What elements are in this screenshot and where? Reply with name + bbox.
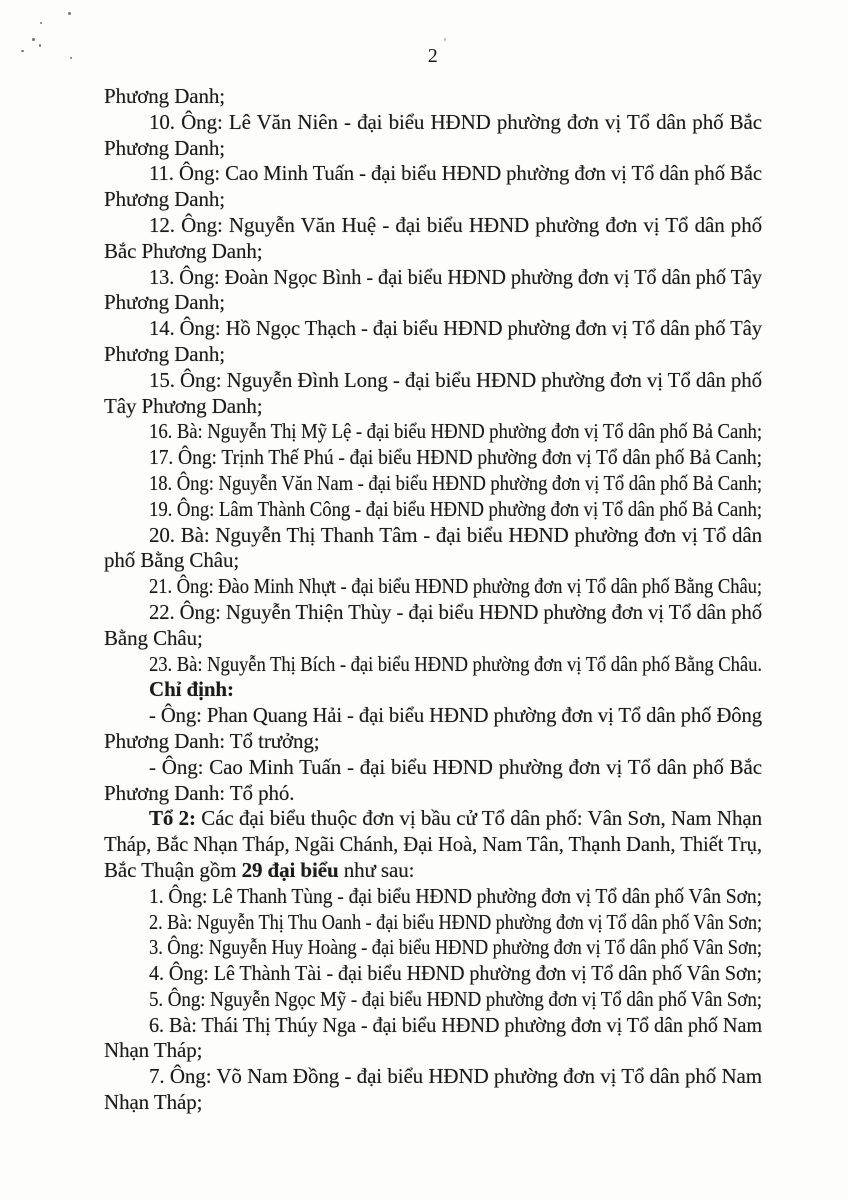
text-segment: 15. Ông: Nguyễn Đình Long - đại biểu HĐND phường đơn vị Tổ dân phố [149,367,762,392]
text-line-content [149,935,762,961]
text-line-content [149,316,762,342]
text-line-content [149,161,762,187]
text-line-content [149,652,762,678]
text-line [104,445,762,471]
text-line-content [104,84,225,110]
text-segment: như sau: [338,857,415,882]
text-line [104,394,762,420]
text-line [104,677,762,703]
text-line [104,110,762,136]
text-line [104,368,762,394]
text-segment: 16. Bà: Nguyễn Thị Mỹ Lệ - đại biểu HĐND phường đơn vị Tổ dân phố Bả Canh; [149,419,762,444]
text-segment: Tây Phương Danh; [104,393,263,418]
text-line-content [104,858,414,884]
text-line-content [149,419,762,445]
text-line [104,961,762,987]
text-line [104,84,762,110]
text-segment: 1. Ông: Lê Thanh Tùng - đại biểu HĐND phường đơn vị Tổ dân phố Vân Sơn; [149,883,762,908]
text-segment: 10. Ông: Lê Văn Niên - đại biểu HĐND phường đơn vị Tổ dân phố Bắc [149,109,762,134]
text-line-content [104,136,225,162]
text-segment: 23. Bà: Nguyễn Thị Bích - đại biểu HĐND phường đơn vị Tổ dân phố Bằng Châu. [149,651,762,676]
text-line [104,1090,762,1116]
text-segment: 12. Ông: Nguyễn Văn Huệ - đại biểu HĐND phường đơn vị Tổ dân phố [149,212,762,237]
scan-speck [40,22,42,24]
scan-speck [39,44,41,47]
text-line-content [149,910,762,936]
text-line [104,987,762,1013]
text-line [104,703,762,729]
text-segment: Chỉ định: [149,677,234,702]
text-segment: Nhạn Tháp; [104,1090,203,1115]
text-line [104,910,762,936]
text-segment: Phương Danh; [104,187,226,212]
text-segment: 7. Ông: Võ Nam Đồng - đại biểu HĐND phường đơn vị Tổ dân phố Nam [149,1064,762,1089]
text-line [104,884,762,910]
text-line [104,136,762,162]
text-line-content [104,290,225,316]
text-segment: phố Bằng Châu; [104,548,240,573]
text-segment: 22. Ông: Nguyễn Thiện Thùy - đại biểu HĐND phường đơn vị Tổ dân phố [149,599,762,624]
text-line [104,239,762,265]
text-line [104,342,762,368]
text-line [104,935,762,961]
text-segment: Bắc Phương Danh; [104,238,263,263]
scan-speck [32,38,35,41]
text-line [104,419,762,445]
text-line-content [149,677,234,703]
text-line [104,755,762,781]
text-line-content [104,342,225,368]
text-segment: Tổ 2: [149,806,196,831]
text-line-content [149,110,762,136]
text-segment: 3. Ông: Nguyễn Huy Hoàng - đại biểu HĐND phường đơn vị Tổ dân phố Vân Sơn; [149,935,762,960]
text-line-content [104,239,263,265]
text-line-content [149,574,762,600]
text-segment: Phương Danh; [104,341,226,366]
text-line-content [149,987,762,1013]
text-line-content [104,832,762,858]
page-number: 2 [427,45,439,67]
text-segment: 2. Bà: Nguyễn Thị Thu Oanh - đại biểu HĐND phường đơn vị Tổ dân phố Vân Sơn; [149,909,762,934]
text-line-content [104,781,294,807]
text-line-content [149,884,762,910]
text-segment: 5. Ông: Nguyễn Ngọc Mỹ - đại biểu HĐND phường đơn vị Tổ dân phố Vân Sơn; [149,986,762,1011]
text-line [104,626,762,652]
text-line [104,290,762,316]
scan-speck [70,57,72,59]
text-line-content [104,1090,202,1116]
text-line-content [149,755,762,781]
text-line [104,316,762,342]
text-line [104,832,762,858]
text-segment: 19. Ông: Lâm Thành Công - đại biểu HĐND phường đơn vị Tổ dân phố Bả Canh; [149,496,762,521]
text-segment: Phương Danh: Tổ trưởng; [104,728,320,753]
text-line-content [149,523,762,549]
text-line-content [104,729,320,755]
text-line [104,471,762,497]
document-body [104,84,762,1116]
text-line-content [104,626,203,652]
text-line-content [104,394,263,420]
text-line [104,265,762,291]
text-segment: 13. Ông: Đoàn Ngọc Bình - đại biểu HĐND phường đơn vị Tổ dân phố Tây [149,264,762,289]
scan-speck [68,12,71,15]
text-segment: 20. Bà: Nguyễn Thị Thanh Tâm - đại biểu HĐND phường đơn vị Tổ dân [149,522,762,547]
text-line [104,161,762,187]
text-line [104,781,762,807]
text-segment: 6. Bà: Thái Thị Thúy Nga - đại biểu HĐND phường đơn vị Tổ dân phố Nam [149,1012,762,1037]
text-line-content [104,548,239,574]
text-line-content [104,1038,202,1064]
text-segment: 29 đại biểu [241,857,339,882]
text-segment: 4. Ông: Lê Thành Tài - đại biểu HĐND phường đơn vị Tổ dân phố Vân Sơn; [149,961,762,986]
text-line [104,1013,762,1039]
text-segment: Nhạn Tháp; [104,1038,203,1063]
text-line-content [149,265,762,291]
text-segment: Bằng Châu; [104,625,203,650]
text-segment: 14. Ông: Hồ Ngọc Thạch - đại biểu HĐND phường đơn vị Tổ dân phố Tây [149,316,762,341]
text-segment: Bắc Thuận gồm [104,857,242,882]
text-line [104,574,762,600]
text-segment: - Ông: Phan Quang Hải - đại biểu HĐND phường đơn vị Tổ dân phố Đông [149,703,762,728]
text-line-content [149,600,762,626]
text-line [104,213,762,239]
text-segment: 11. Ông: Cao Minh Tuấn - đại biểu HĐND phường đơn vị Tổ dân phố Bắc [149,161,762,186]
text-segment: Phương Danh: Tổ phó. [104,780,295,805]
text-line-content [149,445,762,471]
text-line [104,858,762,884]
text-segment: - Ông: Cao Minh Tuấn - đại biểu HĐND phường đơn vị Tổ dân phố Bắc [149,754,762,779]
text-segment: 21. Ông: Đào Minh Nhựt - đại biểu HĐND phường đơn vị Tổ dân phố Bằng Châu; [149,574,762,599]
text-line-content [104,187,225,213]
text-line [104,187,762,213]
text-line [104,1064,762,1090]
text-line-content [149,497,762,523]
text-line [104,548,762,574]
scan-speck [21,50,24,52]
text-line-content [149,806,762,832]
text-line-content [149,471,762,497]
text-line [104,652,762,678]
text-line-content [149,1013,762,1039]
text-segment: Phương Danh; [104,135,226,160]
text-segment: 18. Ông: Nguyễn Văn Nam - đại biểu HĐND phường đơn vị Tổ dân phố Bả Canh; [149,470,762,495]
text-segment: Tháp, Bắc Nhạn Tháp, Ngãi Chánh, Đại Hoà, Nam Tân, Thạnh Danh, Thiết Trụ, [104,832,762,857]
text-line-content [149,213,762,239]
text-line-content [149,368,762,394]
text-segment: 17. Ông: Trịnh Thế Phú - đại biểu HĐND phường đơn vị Tổ dân phố Bả Canh; [149,445,762,470]
text-line [104,1038,762,1064]
scan-speck [444,38,446,41]
text-segment: Các đại biểu thuộc đơn vị bầu cử Tổ dân phố: Vân Sơn, Nam Nhạn [195,806,762,831]
text-line-content [149,961,762,987]
text-line-content [149,1064,762,1090]
text-line [104,497,762,523]
text-line [104,523,762,549]
text-line [104,729,762,755]
text-segment: Phương Danh; [104,290,226,315]
text-line [104,600,762,626]
text-line-content [149,703,762,729]
text-line [104,806,762,832]
text-segment: Phương Danh; [104,84,226,108]
